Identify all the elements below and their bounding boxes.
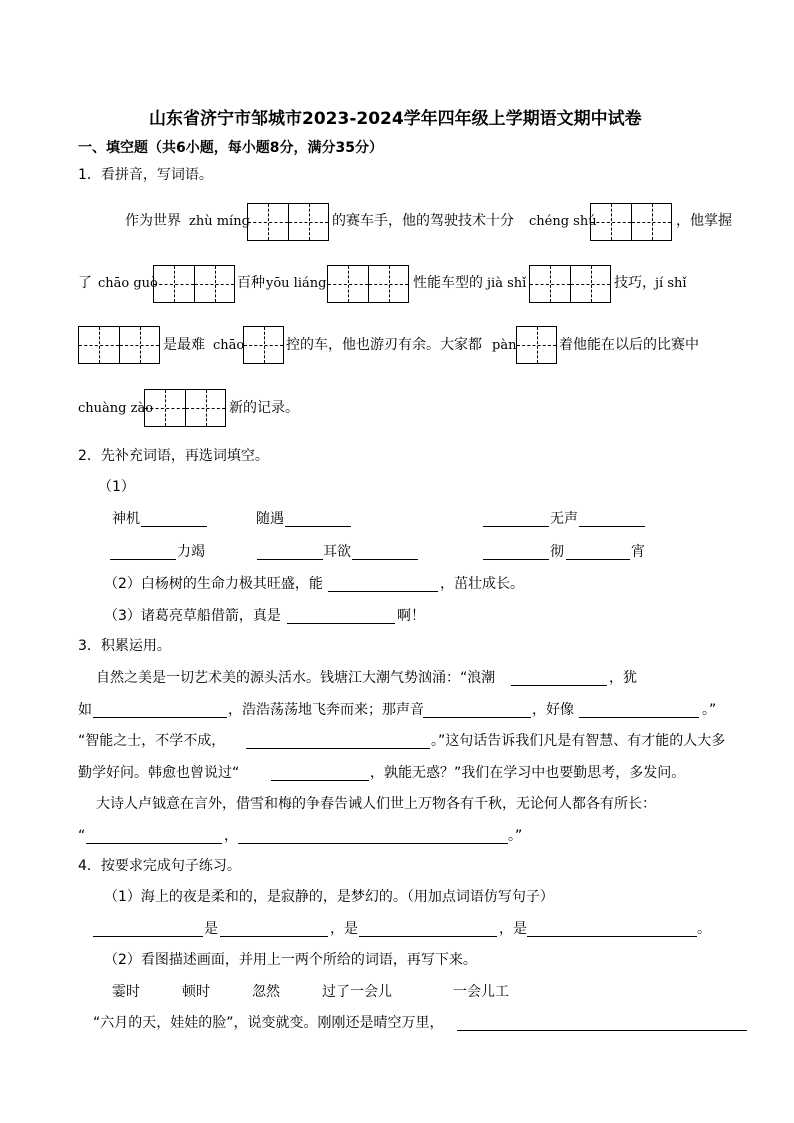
blank[interactable]	[483, 512, 549, 527]
q1-text: 技巧，	[614, 275, 656, 291]
blank[interactable]	[579, 512, 645, 527]
blank[interactable]	[566, 545, 630, 560]
answer-grid-chao[interactable]	[243, 326, 284, 364]
q3-text: 大诗人卢钺意在言外，借雪和梅的争春告诫人们世上万物各有千秋，无论何人都各有所长：	[96, 796, 656, 812]
answer-grid-zhuming[interactable]	[247, 203, 329, 241]
blank[interactable]	[352, 545, 418, 560]
answer-grid-chaoguo[interactable]	[153, 265, 235, 303]
question-3-prompt: 3．积累运用。	[78, 638, 171, 654]
q4-sentence-2: （2）看图描述画面，并用上一两个所给的词语，再写下来。	[104, 952, 477, 968]
q3-text: “智能之士，不学不成，	[78, 733, 226, 749]
blank[interactable]	[285, 512, 351, 527]
q1-text: 控的车，他也游刃有余。大家都	[286, 337, 482, 353]
q2-sentence-2-end: ，茁壮成长。	[440, 576, 524, 592]
answer-grid-jiashi[interactable]	[529, 265, 611, 303]
pinyin-chuangzao: chuàng zào	[78, 401, 154, 416]
q2-sentence-3: （3）诸葛亮草船借箭，真是	[104, 608, 281, 624]
q4-sentence-1: （1）海上的夜是柔和的，是寂静的，是梦幻的。（用加点词语仿写句子）	[104, 889, 554, 905]
answer-grid-youliang[interactable]	[327, 265, 409, 303]
q1-text: 性能车型的	[413, 275, 483, 291]
blank[interactable]	[93, 703, 227, 718]
pinyin-jiashi: jià shǐ	[487, 276, 527, 291]
blank[interactable]	[246, 734, 430, 749]
q2-sentence-3-end: 啊！	[397, 608, 425, 624]
q1-text: 是最难	[163, 337, 205, 353]
q3-text: ，好像	[532, 702, 574, 718]
pinyin-chao: chāo	[213, 338, 245, 353]
blank[interactable]	[328, 577, 438, 592]
idiom-part: 无声	[550, 511, 578, 527]
word-option: 霎时	[112, 984, 140, 1000]
blank[interactable]	[483, 545, 549, 560]
blank[interactable]	[238, 829, 508, 844]
q3-text: “	[78, 828, 86, 844]
pinyin-jishi: jí shǐ	[655, 276, 687, 291]
q3-text: ，犹	[609, 670, 637, 686]
q1-text: 新的记录。	[229, 400, 299, 416]
q3-text: 如	[78, 702, 92, 718]
idiom-part: 彻	[550, 544, 564, 560]
q3-text: 自然之美是一切艺术美的源头活水。钱塘江大潮气势汹涌：“浪潮	[96, 670, 496, 686]
q4-text: 是	[204, 921, 218, 937]
blank[interactable]	[423, 703, 531, 718]
idiom-part: 耳欲	[323, 544, 351, 560]
q4-text: ，是	[330, 921, 358, 937]
q3-text: ，孰能无惑？”我们在学习中也要勤思考，多发问。	[370, 765, 686, 781]
q4-text: ，是	[499, 921, 527, 937]
blank[interactable]	[527, 922, 697, 937]
answer-grid-chengshu[interactable]	[590, 203, 672, 241]
q2-sentence-2: （2）白杨树的生命力极其旺盛，能	[104, 576, 323, 592]
idiom-part: 力竭	[177, 544, 205, 560]
idiom-part: 宵	[631, 544, 645, 560]
pinyin-chaoguo: chāo guò	[98, 276, 158, 291]
q1-text: 了	[78, 275, 92, 291]
page-title: 山东省济宁市邹城市2023-2024学年四年级上学期语文期中试卷	[149, 109, 642, 129]
word-option: 过了一会儿	[322, 984, 392, 1000]
blank[interactable]	[579, 703, 699, 718]
blank[interactable]	[457, 1016, 747, 1031]
blank[interactable]	[511, 671, 607, 686]
blank[interactable]	[93, 922, 203, 937]
word-option: 顿时	[182, 984, 210, 1000]
blank[interactable]	[86, 829, 222, 844]
q1-text: 的赛车手，他的驾驶技术十分	[332, 213, 514, 229]
q3-text: ，	[224, 828, 238, 844]
pinyin-youliang: yōu liáng	[266, 276, 327, 291]
answer-grid-jishi[interactable]	[78, 326, 160, 364]
blank[interactable]	[359, 922, 497, 937]
q1-text: 着他能在以后的比赛中	[559, 337, 699, 353]
answer-grid-chuangzao[interactable]	[144, 389, 226, 427]
pinyin-zhuming: zhù míng	[189, 214, 250, 229]
idiom-part: 随遇	[256, 511, 284, 527]
section-heading: 一、填空题（共6小题，每小题8分，满分35分）	[78, 140, 383, 156]
answer-grid-pan[interactable]	[516, 326, 557, 364]
pinyin-pan: pàn	[492, 338, 517, 353]
q3-text: ，浩浩荡荡地飞奔而来；那声音	[228, 702, 424, 718]
q3-text: 。”这句话告诉我们凡是有智慧、有才能的人大多	[431, 733, 726, 749]
q1-text: 作为世界	[125, 213, 181, 229]
q1-text: 百种	[237, 275, 265, 291]
blank[interactable]	[287, 609, 395, 624]
q3-text: 。”	[508, 828, 523, 844]
pinyin-chengshu: chéng shú	[529, 214, 597, 229]
q4-text: 。	[697, 921, 711, 937]
q4-text: “六月的天，娃娃的脸”，说变就变。刚刚还是晴空万里，	[93, 1015, 444, 1031]
blank[interactable]	[110, 545, 176, 560]
idiom-part: 神机	[112, 511, 140, 527]
q3-text: 勤学好问。韩愈也曾说过“	[78, 765, 240, 781]
blank[interactable]	[257, 545, 323, 560]
question-2-prompt: 2．先补充词语，再选词填空。	[78, 448, 269, 464]
word-option: 忽然	[252, 984, 280, 1000]
blank[interactable]	[141, 512, 207, 527]
q3-text: 。”	[702, 702, 717, 718]
blank[interactable]	[220, 922, 328, 937]
question-4-prompt: 4．按要求完成句子练习。	[78, 858, 241, 874]
q1-text: ，他掌握	[676, 213, 732, 229]
word-option: 一会儿工	[453, 984, 509, 1000]
q2-sub-label: （1）	[98, 479, 135, 495]
question-1-prompt: 1．看拼音，写词语。	[78, 167, 213, 183]
blank[interactable]	[271, 766, 369, 781]
